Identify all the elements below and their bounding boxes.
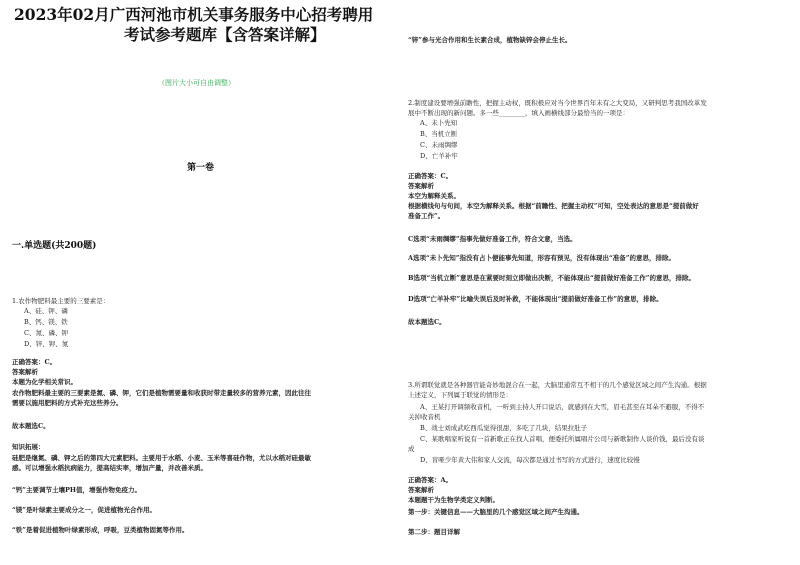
q2-option-a-analysis: A选项“未卜先知”指没有占卜便能事先知道，形容有预见，没有体现出“准备”的意思，排除。	[408, 254, 675, 262]
continued-line: “锌”参与光合作用和生长素合成，植物缺锌会停止生长。	[408, 36, 572, 44]
q1-option-c: C、氮、磷、钾	[24, 329, 68, 337]
q2-option-c-analysis: C选项“未雨绸缪”指事先做好准备工作，符合文意，当选。	[408, 235, 577, 243]
q1-knowledge-3: “钙”主要调节土壤PH值，增强作物免疫力。	[12, 486, 142, 494]
q2-answer: 正确答案：C。	[408, 172, 453, 180]
volume-title: 第一卷	[187, 163, 215, 173]
q3-stem-1: 3.所谓联觉就是各种器官能奇妙地混合在一起，大脑里通常互不相干的几个感觉区域之间产生沟通。根据	[408, 381, 707, 389]
image-size-note: （图片大小可自由调整）	[158, 79, 235, 87]
q3-option-a-1: A、王某打开调频收音机，一听到主持人开口说话，就感到在大雪，眉毛甚至在耳朵不避服，不得不	[420, 403, 705, 411]
q1-knowledge-2: 感。可以增强水稻抗病能力，提高结实率，增加产量，并改善米质。	[12, 464, 207, 472]
q3-option-c-1: C、某歌唱家听说有一首新歌正在找人首唱，便委托所属唱片公司与新歌制作人谈价钱，最后没有谈	[420, 435, 705, 443]
section-title: 一.单选题(共200题)	[12, 241, 97, 251]
q3-stem-2: 上述定义，下列属于联觉的情形是：	[408, 391, 512, 399]
q1-knowledge-label: 知识拓展：	[12, 443, 45, 451]
q1-option-a: A、硅、钾、磷	[24, 307, 68, 315]
q2-topic: 本空为解释关系。	[408, 192, 460, 200]
q3-step-1: 第一步：关键信息——大脑里的几个感觉区域之间产生沟通。	[408, 508, 584, 516]
q1-knowledge-5: “铁”是着促进植物叶绿素形成，呼吸，豆类植物固氮等作用。	[12, 526, 189, 534]
q2-explanation-2: 准备工作”。	[408, 212, 445, 220]
q3-answer: 正确答案：A。	[408, 476, 453, 484]
q3-analysis-label: 答案解析	[408, 486, 434, 494]
q2-option-d-analysis: D选项“亡羊补牢”比喻失误后及时补救，不能体现出“提前做好准备工作”的意思，排除。	[408, 295, 663, 303]
q2-option-b-analysis: B选项“当机立断”意思是在紧要时刻立即做出决断，不能体现出“提前做好准备工作”的意思，排除。	[408, 274, 695, 282]
q2-option-b: B、当机立断	[420, 130, 458, 138]
document-title-line1: 2023年02月广西河池市机关事务服务中心招考聘用	[14, 5, 374, 24]
q1-explanation-1: 农作物肥料最主要的三要素是氮、磷、钾，它们是植物需要量和收获时带走量较多的营养元素，因此往往	[12, 389, 311, 397]
q2-option-d: D、亡羊补牢	[420, 152, 458, 160]
q1-explanation-2: 需要以施用肥料的方式补充这些养分。	[12, 399, 123, 407]
q1-stem: 1.农作物肥料最主要的三要素是：	[12, 297, 110, 305]
q3-step-2: 第二步：题目详解	[408, 528, 460, 536]
q2-conclusion: 故本题选C。	[408, 318, 446, 326]
q3-option-b: B、战士刘成武吃西瓜觉得很甜，多吃了几块，结果拉肚子	[420, 424, 588, 432]
q3-topic: 本题题干为生物学类定义判断。	[408, 496, 499, 504]
q1-answer: 正确答案：C。	[12, 358, 57, 366]
q2-analysis-label: 答案解析	[408, 182, 434, 190]
q3-option-a-2: 关掉收音机	[408, 413, 441, 421]
q3-option-c-2: 成	[408, 445, 415, 453]
q1-option-b: B、钙、镁、铁	[24, 318, 68, 326]
q1-option-d: D、锌、钾、氮	[24, 340, 69, 348]
q2-stem-2: 展中不断出现的新问题。多一些________，填入画横线部分最恰当的一项是：	[408, 109, 629, 117]
q2-option-c: C、未雨绸缪	[420, 141, 458, 149]
document-title-line2: 考试参考题库【含答案详解】	[124, 25, 326, 44]
q3-option-d: D、盲哑少年黄大伟和家人交流，每次都是通过书写的方式进行，速度比较慢	[420, 456, 640, 464]
q1-topic: 本题为化学相关常识。	[12, 378, 77, 386]
q1-analysis-label: 答案解析	[12, 368, 38, 376]
q1-knowledge-4: “镁”是叶绿素主要成分之一，促进植物光合作用。	[12, 506, 156, 514]
q2-option-a: A、未卜先知	[420, 119, 458, 127]
q1-knowledge-1: 硅肥是继氮、磷、钾之后的第四大元素肥料。主要用于水稻、小麦、玉米等喜硅作物，尤以水稻对硅最敏	[12, 454, 311, 462]
q1-conclusion: 故本题选C。	[12, 422, 50, 430]
q2-stem-1: 2.制度建设要增强前瞻性，把握主动权，既积极应对当今世界百年未有之大变局，又研判思考我国改革发	[408, 99, 707, 107]
q2-explanation-1: 根据横线句与句间，本空为解释关系。根据“前瞻性、把握主动权”可知，空处表达的意思是“提前做好	[408, 202, 699, 210]
